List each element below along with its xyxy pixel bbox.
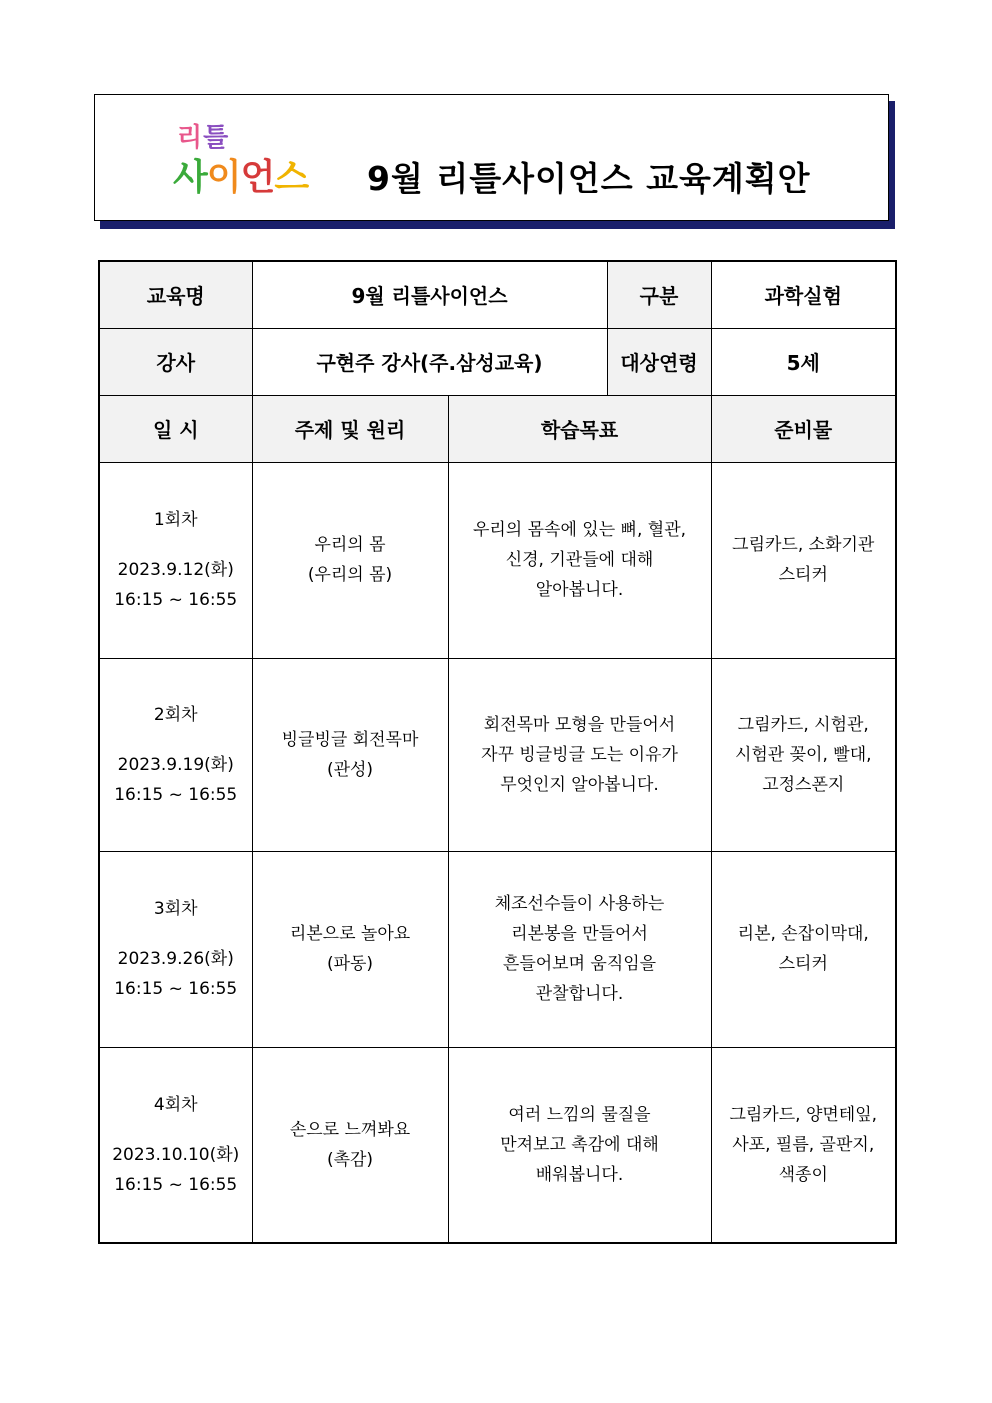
session-time: 16:15 ~ 16:55 (114, 979, 238, 999)
goal-line: 알아봅니다. (535, 580, 624, 600)
age-value: 5세 (711, 328, 896, 395)
education-plan-table (98, 260, 897, 1244)
goal-line: 리본봉을 만들어서 (511, 924, 648, 944)
materials-line: 그림카드, 양면테잎, (729, 1104, 878, 1125)
course-label: 교육명 (99, 261, 252, 328)
materials-line: 그림카드, 시험관, (737, 714, 869, 735)
goal-line: 여러 느낌의 물질을 (508, 1104, 651, 1125)
session-number: 1회차 (153, 510, 198, 530)
session-materials (711, 658, 896, 851)
session-row-1 (99, 462, 896, 658)
session-time: 16:15 ~ 16:55 (114, 784, 238, 805)
session-materials (711, 462, 896, 658)
goal-line: 우리의 몸속에 있는 뼈, 혈관, (472, 520, 687, 540)
session-topic (252, 658, 448, 851)
goal-line: 무엇인지 알아봅니다. (500, 774, 659, 795)
instructor-label: 강사 (99, 328, 252, 395)
session-goal (448, 1047, 711, 1243)
session-row-3 (99, 851, 896, 1047)
session-datetime (99, 851, 252, 1047)
goal-line: 흔들어보며 움직임을 (502, 954, 657, 974)
goal-line: 관찰합니다. (535, 984, 624, 1004)
materials-line: 색종이 (778, 1164, 828, 1185)
session-date: 2023.9.12(화) (117, 560, 234, 580)
topic-line: (촉감) (326, 1149, 374, 1170)
session-datetime (99, 1047, 252, 1243)
little-science-logo (173, 117, 338, 203)
course-value: 9월 리틀사이언스 (252, 261, 607, 328)
column-header-topic: 주제 및 원리 (252, 395, 448, 462)
materials-line: 리본, 손잡이막대, (737, 924, 869, 944)
session-materials (711, 1047, 896, 1243)
page-title: 9월 리틀사이언스 교육계획안 (367, 159, 811, 198)
session-date: 2023.9.19(화) (117, 754, 234, 775)
topic-line: 리본으로 놀아요 (289, 924, 411, 944)
session-number: 2회차 (153, 704, 198, 725)
session-time: 16:15 ~ 16:55 (114, 1174, 238, 1195)
materials-line: 스티커 (778, 565, 828, 585)
session-goal (448, 851, 711, 1047)
session-materials (711, 851, 896, 1047)
goal-line: 회전목마 모형을 만들어서 (483, 714, 676, 735)
session-date: 2023.10.10(화) (112, 1144, 240, 1165)
topic-line: (관성) (326, 759, 374, 780)
column-header-datetime: 일 시 (99, 395, 252, 462)
goal-line: 만져보고 촉감에 대해 (500, 1134, 659, 1155)
logo-top-text: 리틀 (177, 123, 230, 153)
topic-line: 손으로 느껴봐요 (289, 1119, 411, 1140)
topic-line: 빙글빙글 회전목마 (281, 729, 419, 750)
session-row-2 (99, 658, 896, 851)
materials-line: 사포, 필름, 골판지, (732, 1134, 875, 1155)
age-label: 대상연령 (607, 328, 711, 395)
goal-line: 배워봅니다. (535, 1164, 624, 1185)
goal-line: 신경, 기관들에 대해 (505, 550, 654, 570)
session-datetime (99, 462, 252, 658)
column-header-goal: 학습목표 (448, 395, 711, 462)
info-row-course (99, 261, 896, 328)
info-row-instructor (99, 328, 896, 395)
session-goal (448, 658, 711, 851)
session-datetime (99, 658, 252, 851)
topic-line: (우리의 몸) (307, 565, 393, 585)
session-number: 3회차 (153, 899, 198, 919)
title-box (94, 94, 889, 221)
session-goal (448, 462, 711, 658)
materials-line: 스티커 (778, 954, 828, 974)
logo-bottom-text: 사이언스 (173, 157, 309, 198)
category-label: 구분 (607, 261, 711, 328)
session-topic (252, 851, 448, 1047)
session-date: 2023.9.26(화) (117, 949, 234, 969)
goal-line: 자꾸 빙글빙글 도는 이유가 (481, 744, 678, 765)
session-row-4 (99, 1047, 896, 1243)
materials-line: 고정스폰지 (762, 774, 845, 795)
column-header-row (99, 395, 896, 462)
topic-line: 우리의 몸 (314, 535, 386, 555)
session-time: 16:15 ~ 16:55 (114, 590, 238, 610)
goal-line: 체조선수들이 사용하는 (494, 894, 665, 914)
category-value: 과학실험 (711, 261, 896, 328)
column-header-materials: 준비물 (711, 395, 896, 462)
topic-line: (파동) (326, 954, 374, 974)
instructor-value: 구현주 강사(주.삼성교육) (252, 328, 607, 395)
materials-line: 시험관 꽂이, 빨대, (734, 744, 872, 765)
session-topic (252, 1047, 448, 1243)
session-number: 4회차 (153, 1094, 198, 1115)
materials-line: 그림카드, 소화기관 (732, 535, 875, 555)
session-topic (252, 462, 448, 658)
